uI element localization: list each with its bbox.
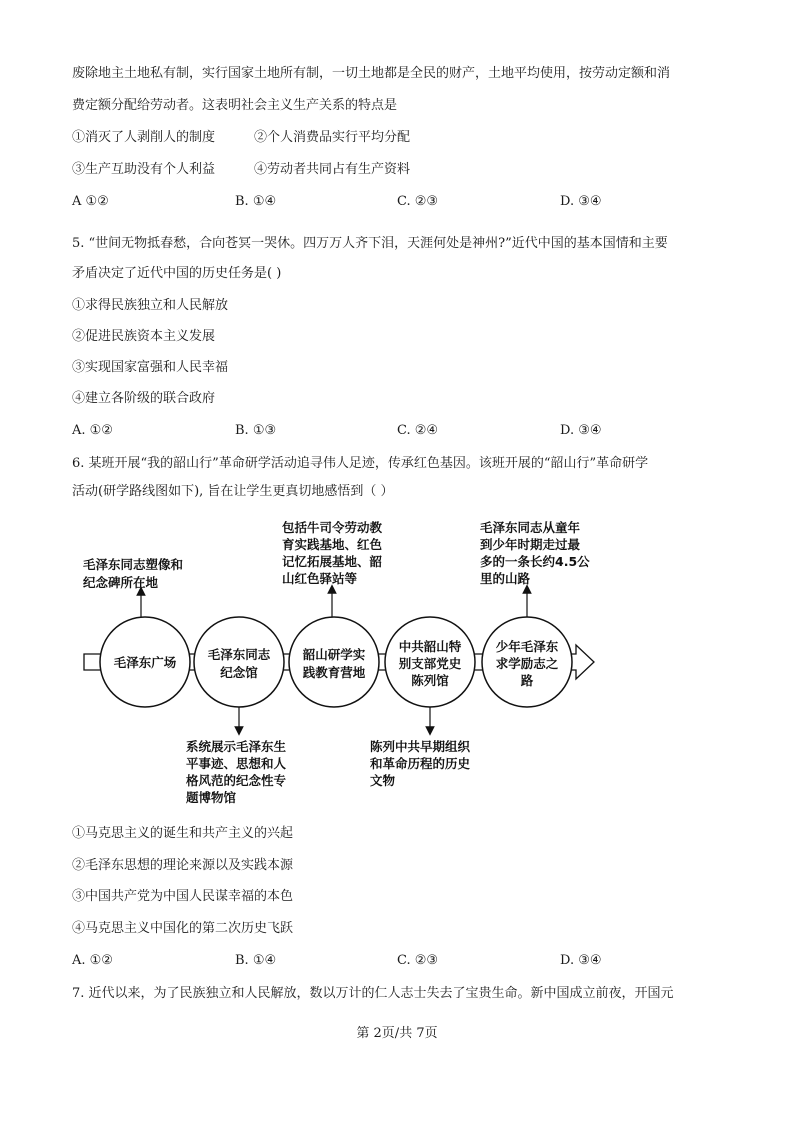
q6-option-b: B. ①④ [235, 953, 277, 968]
annotation-down-2 [186, 739, 287, 805]
q6-item-4: ④马克思主义中国化的第二次历史飞跃 [72, 921, 294, 936]
node-2-line2: 纪念馆 [220, 665, 258, 680]
ann-up-1-line2: 纪念碑所在地 [83, 575, 159, 590]
q6-stem-line2: 活动(研学路线图如下), 旨在让学生更真切地感悟到（ ） [72, 484, 394, 499]
q5-item-3: ③实现国家富强和人民幸福 [72, 360, 229, 375]
annotation-down-4 [370, 739, 471, 788]
route-node-3 [289, 617, 379, 707]
q5-option-d: D. ③④ [560, 423, 602, 438]
q5-item-1: ①求得民族独立和人民解放 [72, 298, 229, 313]
node-5-line1: 少年毛泽东 [495, 639, 559, 654]
route-node-2 [194, 617, 284, 707]
ann-up-5-line2: 到少年时期走过最 [480, 537, 581, 552]
ann-down-2-line4: 题博物馆 [186, 790, 237, 805]
q4-option-d: D. ③④ [560, 194, 602, 209]
q4-item-2: ②个人消费品实行平均分配 [254, 130, 411, 145]
page-footer: 第 2页/共 7页 [356, 1026, 438, 1041]
q4-option-b: B. ①④ [235, 194, 277, 209]
ann-up-5-line1: 毛泽东同志从童年 [480, 520, 581, 535]
ann-up-1-line1: 毛泽东同志塑像和 [83, 557, 184, 572]
q5-option-a: A. ①② [72, 423, 113, 438]
ann-down-2-line3: 格风范的纪念性专 [186, 773, 287, 788]
annotation-up-1 [83, 557, 184, 590]
q6-option-c: C. ②③ [397, 953, 439, 968]
q5-stem-line1: 5. “世间无物抵春愁，合向苍冥一哭休。四万万人齐下泪，天涯何处是神州?”近代中国的基本国情和主要 [72, 236, 668, 251]
node-1-line1: 毛泽东广场 [113, 655, 177, 670]
q6-item-2: ②毛泽东思想的理论来源以及实践本源 [72, 858, 294, 873]
q6-stem-line1: 6. 某班开展“我的韶山行”革命研学活动追寻伟人足迹，传承红色基因。该班开展的“韶山行”革命研学 [72, 456, 649, 471]
q4-option-a: A ①② [72, 194, 109, 209]
q4-item-1: ①消灭了人剥削人的制度 [72, 130, 216, 145]
ann-up-3-line2: 育实践基地、红色 [282, 537, 383, 552]
q6-option-a: A. ①② [72, 953, 113, 968]
ann-up-3-line1: 包括牛司令劳动教 [282, 520, 383, 535]
q5-stem-line2: 矛盾决定了近代中国的历史任务是( ) [72, 266, 282, 281]
q4-item-3: ③生产互助没有个人利益 [72, 162, 216, 177]
ann-up-3-line3: 记忆拓展基地、韶 [282, 554, 383, 569]
node-4-line2: 别支部党史 [398, 656, 462, 671]
q5-item-4: ④建立各阶级的联合政府 [72, 391, 216, 406]
ann-up-5-line3: 多的一条长约4.5公 [480, 554, 590, 569]
q6-item-3: ③中国共产党为中国人民谋幸福的本色 [72, 889, 294, 904]
q4-stem-line1: 废除地主土地私有制，实行国家土地所有制，一切土地都是全民的财产，土地平均使用，按劳动定额和消 [72, 66, 671, 81]
ann-down-2-line2: 平事迹、思想和人 [186, 756, 287, 771]
route-node-1 [100, 617, 190, 707]
q4-option-c: C. ②③ [397, 194, 439, 209]
q4-item-4: ④劳动者共同占有生产资料 [254, 162, 411, 177]
annotation-up-5 [480, 520, 590, 586]
node-3-line1: 韶山研学实 [302, 647, 366, 662]
annotation-up-3 [282, 520, 383, 586]
route-node-4 [385, 617, 475, 707]
node-2-line1: 毛泽东同志 [207, 647, 271, 662]
q5-item-2: ②促进民族资本主义发展 [72, 329, 216, 344]
q6-option-d: D. ③④ [560, 953, 602, 968]
q4-stem-line2: 费定额分配给劳动者。这表明社会主义生产关系的特点是 [72, 98, 398, 113]
q7-stem-line1: 7. 近代以来，为了民族独立和人民解放，数以万计的仁人志士失去了宝贵生命。新中国成立前夜，开国元 [72, 986, 674, 1001]
q5-option-b: B. ①③ [235, 423, 277, 438]
ann-up-5-line4: 里的山路 [480, 571, 531, 586]
node-5-line3: 路 [520, 673, 534, 688]
ann-down-2-line1: 系统展示毛泽东生 [186, 739, 287, 754]
ann-down-4-line3: 文物 [370, 773, 396, 788]
node-3-line2: 践教育营地 [302, 665, 366, 680]
q6-item-1: ①马克思主义的诞生和共产主义的兴起 [72, 826, 294, 841]
q5-option-c: C. ②④ [397, 423, 439, 438]
route-node-5 [482, 617, 572, 707]
ann-down-4-line2: 和革命历程的历史 [370, 756, 471, 771]
node-5-line2: 求学励志之 [495, 656, 559, 671]
ann-down-4-line1: 陈列中共早期组织 [370, 739, 471, 754]
ann-up-3-line4: 山红色驿站等 [282, 571, 358, 586]
node-4-line1: 中共韶山特 [398, 639, 462, 654]
study-route-diagram [0, 515, 794, 815]
node-4-line3: 陈列馆 [411, 673, 449, 688]
